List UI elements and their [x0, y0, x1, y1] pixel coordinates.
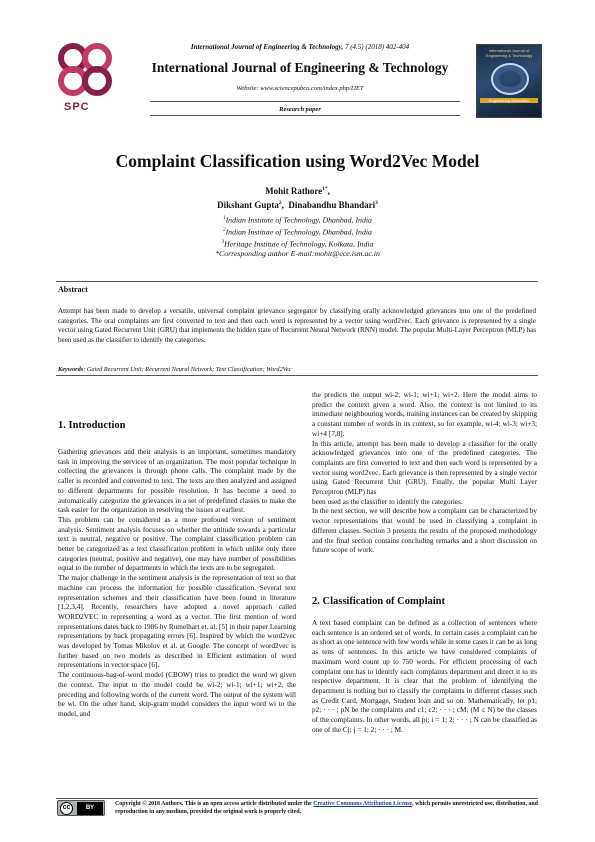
- right-column-text: [312, 391, 537, 556]
- affiliation-list: [100, 214, 495, 260]
- cover-graphic: [491, 63, 529, 95]
- license-link[interactable]: Creative Commons Attribution License: [313, 801, 413, 807]
- journal-title: International Journal of Engineering & Technology: [151, 60, 449, 75]
- journal-website[interactable]: Website: www.sciencepubco.com/index.php/IJET: [236, 85, 364, 92]
- journal-citation-name: International Journal of Engineering & Technology,: [190, 43, 344, 51]
- paragraph: This problem can be considered as a more profound version of sentiment analysis. Sentiment analysis focuses on whether the attitude towards a particular text is neutral, negative or positive. The complaint classification problem can better be categorized as a text classification problem in which unlike only three categories (neutral, positive and negative), one may have number of possibilities equal to the number of departments in which the texts are to be segregated.: [58, 515, 296, 573]
- author-marker: 1*: [322, 186, 328, 192]
- cover-title: International Journal of Engineering & Technology: [485, 48, 533, 58]
- section-heading-classification: 2. Classification of Complaint: [312, 596, 446, 607]
- paragraph: the predicts the output wi-2; wi-1; wi+1; wi+2. Here the model aims to predict the context given a word. Also, the context is not limited to its immediate neighbouring words, training instances can be created by skipping a constant number of words in its context, so for example, wi-4; wi-3; wi+3; wi+4 [7,8].: [312, 391, 537, 438]
- publisher-logo-text: SPC: [64, 101, 90, 113]
- paragraph: Gathering grievances and their analysis is an important, sometimes mandatory task in improving the services of an organization. The most popular technique in collecting the grievances is through phone calls. The complaint made by the caller is recorded and converted to text. The texts are then analyzed and assigned to different departments for possible resolution. It has become a need to automatically categorize the grievances in a set of predefined classes to make the task easier for the organization in resolving the issues at earliest.: [58, 448, 296, 515]
- paragraph: The major challenge in the sentiment analysis is the representation of text so that machine can process the information for possible classification. Several text representation schemes and their classification have been found in literature [1,2,3,4]. Recently, researchers have adopted a novel approach called WORD2VEC in representing a word as a vector. The first mention of word representations dates back to 1986 by Rumelhart et. al. [5] in their paper Learning representations by back propagating errors [6]. Inspired by which the word2vec was developed by Tomas Mikolov et al. at Google. The concept of word2vec is further based on two models as described in Efficient estimation of word representations in vector space [6].: [58, 574, 296, 670]
- keywords: [58, 366, 536, 373]
- corresponding-author[interactable]: *Corresponding author E-mail:mohit@ece.ism.ac.in: [215, 249, 380, 259]
- section-heading-introduction: 1. Introduction: [58, 420, 126, 431]
- journal-cover-image: [476, 44, 542, 118]
- header-divider-top: [150, 101, 460, 102]
- by-icon: BY: [77, 802, 103, 815]
- journal-citation: [150, 43, 450, 51]
- paragraph: The continuous-bag-of-word model (CBOW) tries to predict the word wi given the context. The input to the model could be wi-2; wi-1; wi+1; wi+2, the preceding and following words of the current word. The output of the system will be wi. On the other hand, skip-gram model considers the input word wi to the model, and: [58, 671, 296, 718]
- author-marker: 2: [278, 200, 282, 206]
- abstract-heading: Abstract: [58, 285, 88, 294]
- paragraph: In the next section, we will describe how a complaint can be characterized by vector representations that would be used in classifying a complaint in different classes. Section 3 presents the results of the proposed methodology and the final section contains concluding remarks and a short discussion on future scope of work.: [312, 507, 537, 555]
- paragraph: been used as the classifier to identify the categories.: [312, 497, 463, 506]
- affiliation: $^1$Indian Institute of Technology, Dhanbad, India: [223, 215, 372, 225]
- left-column-text: [58, 448, 296, 720]
- paragraph: In this article, attempt has been made to develop a classifier for the orally acknowledged grievances into one of the predefined categories. The complaints are first converted to text and then each word is represented by a vector using word2vec. Each grievance is then represented by a single vector using Gated Recurrent Unit (GRU). Finally, the popular Multi Layer Perceptron (MLP) has: [312, 439, 537, 497]
- cover-subtitle: Engineering Education: [480, 98, 538, 103]
- author-marker: 3: [375, 200, 378, 206]
- paper-type: Research paper: [279, 106, 321, 113]
- paragraph: A text based complaint can be defined as a collection of sentences where each sentence is an ordered set of words. In certain cases a complaint can be as short as one sentence with few words while in some cases it can be as long as tens of sentences. In this article we have considered complaints of maximum word count up to 750 words. For efficient processing of each complaint one has to identify each complaints department and direct it to its respective department. It is clear that the problem of identifying the department is nothing but to classify the complaints in different classes such as Credit Card, Mortgage, Student loan and so on. Mathematically, let p1; p2; · · · ; pN be the complaints and c1; c2; · · · ; cM; (M ≤ N) be the classes of the complaints. In other words, all pi; i = 1; 2; · · · ; N can be classified as one of the Cj; j = 1; 2; · · · ; M.: [312, 619, 537, 734]
- keywords-label: Keywords: [58, 366, 84, 373]
- affiliation: $^2$Indian Institute of Technology, Dhanbad, India: [223, 227, 372, 237]
- author-name: Dikshant Gupta: [217, 200, 279, 210]
- author-list: Mohit Rathore$^{1*}$, Dikshant Gupta$^2$, Dinabandhu Bhandari$^3$: [217, 186, 378, 210]
- header-divider-bottom: [150, 115, 460, 116]
- abstract-text: Attempt has been made to develop a versatile, universal complaint grievance segregator by classifying orally acknowledged grievances into one of the predefined categories. The oral complaints are first converted to text and then each word is represented by a vector using word2vec. Each grievance is represented by a single vector using Gated Recurrent Unit (GRU) that implements the hidden state of Recurrent Neural Network (RNN) model. The popular Multi-Layer Perceptron (MLP) has been used as the classifier to identify the categories.: [58, 307, 536, 344]
- paper-title: Complaint Classification using Word2Vec Model: [115, 151, 480, 171]
- keywords-list: : Gated Recurrent Unit; Recurrent Neural Network; Text Classification; Word2Vec: [83, 366, 292, 373]
- author-name: Mohit Rathore: [265, 186, 323, 196]
- author-name: Dinabandhu Bhandari: [288, 200, 376, 210]
- right-column-section2-text: [312, 619, 537, 735]
- cc-icon: cc: [60, 802, 73, 815]
- affiliation: $^3$Heritage Institute of Technology, Kolkata, India: [221, 239, 374, 249]
- copyright-notice: Copyright © 2018 Authors. This is an open access article distributed under the Creative Commons Attribution License, which permits unrestricted use, distribution, and reproduction in any medium, provided the original work is properly cited.: [115, 801, 538, 815]
- publisher-logo: [56, 43, 114, 109]
- journal-citation-volume: 7 (4.5) (2018) 402-404: [343, 43, 410, 51]
- footer-divider: [56, 798, 538, 799]
- cc-by-license-badge[interactable]: [57, 800, 105, 816]
